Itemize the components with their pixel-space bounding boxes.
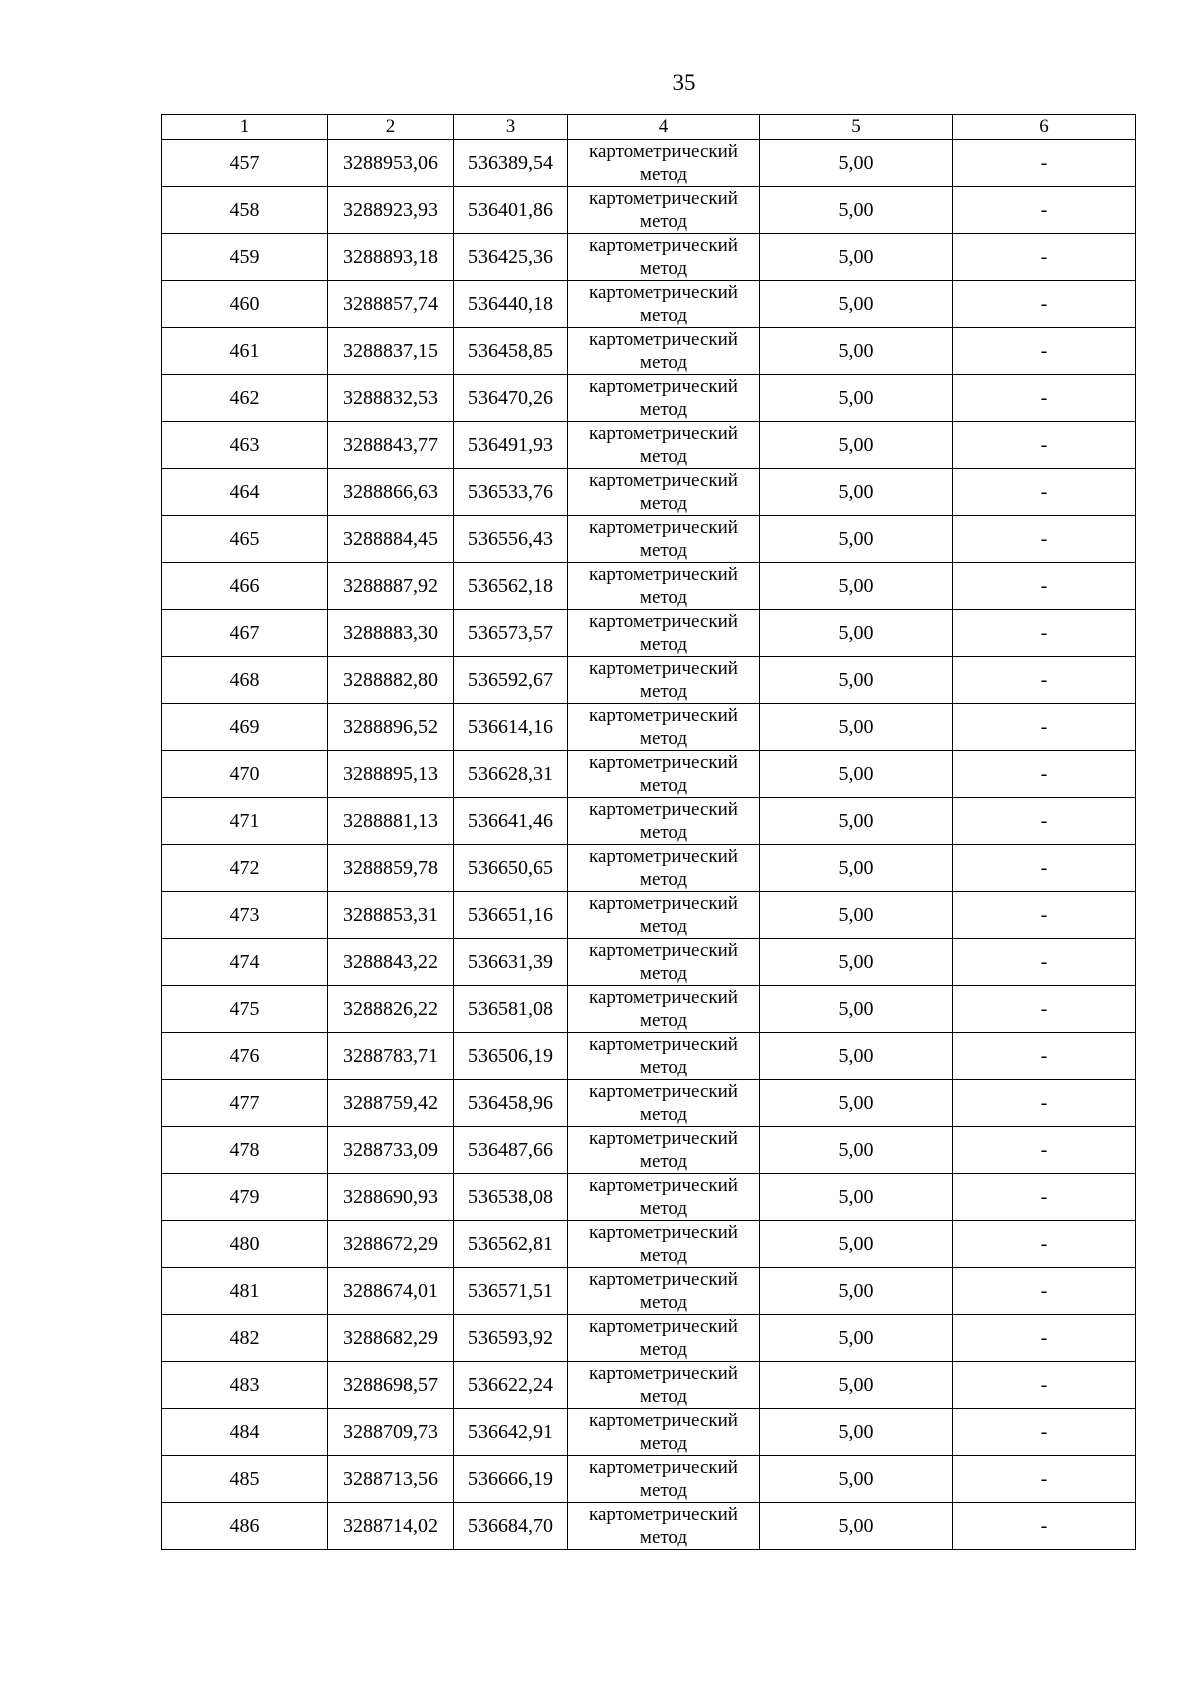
table-row bbox=[162, 516, 1136, 563]
method-cell: картометрический метод bbox=[568, 469, 760, 516]
note-cell: - bbox=[953, 610, 1136, 657]
method-cell: картометрический метод bbox=[568, 187, 760, 234]
table-row bbox=[162, 845, 1136, 892]
y-coordinate-cell: 536487,66 bbox=[454, 1127, 568, 1174]
note-cell: - bbox=[953, 1362, 1136, 1409]
note-cell: - bbox=[953, 751, 1136, 798]
table-row bbox=[162, 140, 1136, 187]
x-coordinate-cell: 3288887,92 bbox=[328, 563, 454, 610]
table-row bbox=[162, 1268, 1136, 1315]
table-row bbox=[162, 986, 1136, 1033]
note-cell: - bbox=[953, 845, 1136, 892]
x-coordinate-cell: 3288690,93 bbox=[328, 1174, 454, 1221]
y-coordinate-cell: 536556,43 bbox=[454, 516, 568, 563]
table-row bbox=[162, 375, 1136, 422]
note-cell: - bbox=[953, 1409, 1136, 1456]
point-number-cell: 465 bbox=[162, 516, 328, 563]
table-row bbox=[162, 798, 1136, 845]
y-coordinate-cell: 536491,93 bbox=[454, 422, 568, 469]
accuracy-cell: 5,00 bbox=[760, 845, 953, 892]
point-number-cell: 472 bbox=[162, 845, 328, 892]
table-row bbox=[162, 751, 1136, 798]
note-cell: - bbox=[953, 657, 1136, 704]
method-cell: картометрический метод bbox=[568, 1456, 760, 1503]
note-cell: - bbox=[953, 1268, 1136, 1315]
x-coordinate-cell: 3288843,22 bbox=[328, 939, 454, 986]
y-coordinate-cell: 536592,67 bbox=[454, 657, 568, 704]
y-coordinate-cell: 536581,08 bbox=[454, 986, 568, 1033]
method-cell: картометрический метод bbox=[568, 751, 760, 798]
point-number-cell: 460 bbox=[162, 281, 328, 328]
method-cell: картометрический метод bbox=[568, 422, 760, 469]
point-number-cell: 486 bbox=[162, 1503, 328, 1550]
y-coordinate-cell: 536650,65 bbox=[454, 845, 568, 892]
method-cell: картометрический метод bbox=[568, 328, 760, 375]
x-coordinate-cell: 3288881,13 bbox=[328, 798, 454, 845]
note-cell: - bbox=[953, 892, 1136, 939]
note-cell: - bbox=[953, 469, 1136, 516]
note-cell: - bbox=[953, 986, 1136, 1033]
note-cell: - bbox=[953, 375, 1136, 422]
table-row bbox=[162, 1409, 1136, 1456]
accuracy-cell: 5,00 bbox=[760, 281, 953, 328]
y-coordinate-cell: 536573,57 bbox=[454, 610, 568, 657]
point-number-cell: 477 bbox=[162, 1080, 328, 1127]
table-row bbox=[162, 892, 1136, 939]
y-coordinate-cell: 536401,86 bbox=[454, 187, 568, 234]
accuracy-cell: 5,00 bbox=[760, 610, 953, 657]
x-coordinate-cell: 3288884,45 bbox=[328, 516, 454, 563]
note-cell: - bbox=[953, 704, 1136, 751]
accuracy-cell: 5,00 bbox=[760, 422, 953, 469]
table-row bbox=[162, 1221, 1136, 1268]
method-cell: картометрический метод bbox=[568, 563, 760, 610]
table-row bbox=[162, 1080, 1136, 1127]
y-coordinate-cell: 536533,76 bbox=[454, 469, 568, 516]
note-cell: - bbox=[953, 328, 1136, 375]
accuracy-cell: 5,00 bbox=[760, 234, 953, 281]
table-row bbox=[162, 1174, 1136, 1221]
accuracy-cell: 5,00 bbox=[760, 892, 953, 939]
point-number-cell: 468 bbox=[162, 657, 328, 704]
x-coordinate-cell: 3288783,71 bbox=[328, 1033, 454, 1080]
x-coordinate-cell: 3288893,18 bbox=[328, 234, 454, 281]
method-cell: картометрический метод bbox=[568, 1221, 760, 1268]
method-cell: картометрический метод bbox=[568, 234, 760, 281]
table-row bbox=[162, 187, 1136, 234]
note-cell: - bbox=[953, 422, 1136, 469]
table-row bbox=[162, 234, 1136, 281]
table-row bbox=[162, 1315, 1136, 1362]
y-coordinate-cell: 536628,31 bbox=[454, 751, 568, 798]
note-cell: - bbox=[953, 234, 1136, 281]
x-coordinate-cell: 3288843,77 bbox=[328, 422, 454, 469]
y-coordinate-cell: 536651,16 bbox=[454, 892, 568, 939]
point-number-cell: 462 bbox=[162, 375, 328, 422]
page-number: 35 bbox=[672, 70, 696, 95]
accuracy-cell: 5,00 bbox=[760, 1127, 953, 1174]
x-coordinate-cell: 3288698,57 bbox=[328, 1362, 454, 1409]
table-row bbox=[162, 469, 1136, 516]
y-coordinate-cell: 536641,46 bbox=[454, 798, 568, 845]
method-cell: картометрический метод bbox=[568, 986, 760, 1033]
method-cell: картометрический метод bbox=[568, 610, 760, 657]
note-cell: - bbox=[953, 187, 1136, 234]
point-number-cell: 483 bbox=[162, 1362, 328, 1409]
y-coordinate-cell: 536470,26 bbox=[454, 375, 568, 422]
note-cell: - bbox=[953, 1080, 1136, 1127]
point-number-cell: 484 bbox=[162, 1409, 328, 1456]
note-cell: - bbox=[953, 1503, 1136, 1550]
method-cell: картометрический метод bbox=[568, 845, 760, 892]
column-header: 2 bbox=[328, 115, 454, 140]
accuracy-cell: 5,00 bbox=[760, 140, 953, 187]
point-number-cell: 467 bbox=[162, 610, 328, 657]
method-cell: картометрический метод bbox=[568, 1315, 760, 1362]
table-row bbox=[162, 1127, 1136, 1174]
y-coordinate-cell: 536425,36 bbox=[454, 234, 568, 281]
note-cell: - bbox=[953, 1221, 1136, 1268]
y-coordinate-cell: 536440,18 bbox=[454, 281, 568, 328]
note-cell: - bbox=[953, 939, 1136, 986]
accuracy-cell: 5,00 bbox=[760, 939, 953, 986]
table-row bbox=[162, 422, 1136, 469]
y-coordinate-cell: 536562,18 bbox=[454, 563, 568, 610]
x-coordinate-cell: 3288883,30 bbox=[328, 610, 454, 657]
method-cell: картометрический метод bbox=[568, 1268, 760, 1315]
x-coordinate-cell: 3288682,29 bbox=[328, 1315, 454, 1362]
x-coordinate-cell: 3288866,63 bbox=[328, 469, 454, 516]
note-cell: - bbox=[953, 1315, 1136, 1362]
point-number-cell: 478 bbox=[162, 1127, 328, 1174]
x-coordinate-cell: 3288672,29 bbox=[328, 1221, 454, 1268]
y-coordinate-cell: 536614,16 bbox=[454, 704, 568, 751]
accuracy-cell: 5,00 bbox=[760, 1503, 953, 1550]
point-number-cell: 474 bbox=[162, 939, 328, 986]
table-row bbox=[162, 939, 1136, 986]
y-coordinate-cell: 536389,54 bbox=[454, 140, 568, 187]
accuracy-cell: 5,00 bbox=[760, 986, 953, 1033]
y-coordinate-cell: 536506,19 bbox=[454, 1033, 568, 1080]
accuracy-cell: 5,00 bbox=[760, 798, 953, 845]
method-cell: картометрический метод bbox=[568, 1409, 760, 1456]
y-coordinate-cell: 536684,70 bbox=[454, 1503, 568, 1550]
point-number-cell: 464 bbox=[162, 469, 328, 516]
x-coordinate-cell: 3288714,02 bbox=[328, 1503, 454, 1550]
point-number-cell: 485 bbox=[162, 1456, 328, 1503]
note-cell: - bbox=[953, 140, 1136, 187]
accuracy-cell: 5,00 bbox=[760, 751, 953, 798]
point-number-cell: 480 bbox=[162, 1221, 328, 1268]
accuracy-cell: 5,00 bbox=[760, 375, 953, 422]
point-number-cell: 457 bbox=[162, 140, 328, 187]
y-coordinate-cell: 536631,39 bbox=[454, 939, 568, 986]
accuracy-cell: 5,00 bbox=[760, 704, 953, 751]
point-number-cell: 473 bbox=[162, 892, 328, 939]
point-number-cell: 476 bbox=[162, 1033, 328, 1080]
y-coordinate-cell: 536642,91 bbox=[454, 1409, 568, 1456]
accuracy-cell: 5,00 bbox=[760, 657, 953, 704]
accuracy-cell: 5,00 bbox=[760, 1362, 953, 1409]
note-cell: - bbox=[953, 1174, 1136, 1221]
x-coordinate-cell: 3288882,80 bbox=[328, 657, 454, 704]
accuracy-cell: 5,00 bbox=[760, 1221, 953, 1268]
x-coordinate-cell: 3288832,53 bbox=[328, 375, 454, 422]
x-coordinate-cell: 3288853,31 bbox=[328, 892, 454, 939]
table-row bbox=[162, 1503, 1136, 1550]
note-cell: - bbox=[953, 1033, 1136, 1080]
point-number-cell: 459 bbox=[162, 234, 328, 281]
accuracy-cell: 5,00 bbox=[760, 328, 953, 375]
coordinates-table bbox=[161, 114, 1136, 1550]
method-cell: картометрический метод bbox=[568, 939, 760, 986]
accuracy-cell: 5,00 bbox=[760, 1268, 953, 1315]
y-coordinate-cell: 536458,96 bbox=[454, 1080, 568, 1127]
y-coordinate-cell: 536562,81 bbox=[454, 1221, 568, 1268]
x-coordinate-cell: 3288713,56 bbox=[328, 1456, 454, 1503]
y-coordinate-cell: 536458,85 bbox=[454, 328, 568, 375]
x-coordinate-cell: 3288895,13 bbox=[328, 751, 454, 798]
table-row bbox=[162, 281, 1136, 328]
point-number-cell: 470 bbox=[162, 751, 328, 798]
column-header: 6 bbox=[953, 115, 1136, 140]
column-header: 1 bbox=[162, 115, 328, 140]
point-number-cell: 471 bbox=[162, 798, 328, 845]
point-number-cell: 475 bbox=[162, 986, 328, 1033]
point-number-cell: 469 bbox=[162, 704, 328, 751]
point-number-cell: 458 bbox=[162, 187, 328, 234]
accuracy-cell: 5,00 bbox=[760, 1315, 953, 1362]
accuracy-cell: 5,00 bbox=[760, 187, 953, 234]
accuracy-cell: 5,00 bbox=[760, 1409, 953, 1456]
column-header: 5 bbox=[760, 115, 953, 140]
note-cell: - bbox=[953, 798, 1136, 845]
column-header: 3 bbox=[454, 115, 568, 140]
point-number-cell: 479 bbox=[162, 1174, 328, 1221]
method-cell: картометрический метод bbox=[568, 1127, 760, 1174]
table-row bbox=[162, 1033, 1136, 1080]
y-coordinate-cell: 536666,19 bbox=[454, 1456, 568, 1503]
accuracy-cell: 5,00 bbox=[760, 563, 953, 610]
table-row bbox=[162, 563, 1136, 610]
x-coordinate-cell: 3288837,15 bbox=[328, 328, 454, 375]
point-number-cell: 482 bbox=[162, 1315, 328, 1362]
note-cell: - bbox=[953, 1456, 1136, 1503]
method-cell: картометрический метод bbox=[568, 375, 760, 422]
accuracy-cell: 5,00 bbox=[760, 1033, 953, 1080]
method-cell: картометрический метод bbox=[568, 1503, 760, 1550]
table-row bbox=[162, 657, 1136, 704]
accuracy-cell: 5,00 bbox=[760, 1456, 953, 1503]
x-coordinate-cell: 3288896,52 bbox=[328, 704, 454, 751]
y-coordinate-cell: 536571,51 bbox=[454, 1268, 568, 1315]
point-number-cell: 466 bbox=[162, 563, 328, 610]
x-coordinate-cell: 3288759,42 bbox=[328, 1080, 454, 1127]
accuracy-cell: 5,00 bbox=[760, 1174, 953, 1221]
accuracy-cell: 5,00 bbox=[760, 469, 953, 516]
method-cell: картометрический метод bbox=[568, 704, 760, 751]
note-cell: - bbox=[953, 281, 1136, 328]
y-coordinate-cell: 536538,08 bbox=[454, 1174, 568, 1221]
note-cell: - bbox=[953, 516, 1136, 563]
x-coordinate-cell: 3288859,78 bbox=[328, 845, 454, 892]
point-number-cell: 463 bbox=[162, 422, 328, 469]
method-cell: картометрический метод bbox=[568, 1080, 760, 1127]
x-coordinate-cell: 3288857,74 bbox=[328, 281, 454, 328]
method-cell: картометрический метод bbox=[568, 1174, 760, 1221]
column-header: 4 bbox=[568, 115, 760, 140]
table-row bbox=[162, 704, 1136, 751]
method-cell: картометрический метод bbox=[568, 516, 760, 563]
x-coordinate-cell: 3288953,06 bbox=[328, 140, 454, 187]
table-header-row bbox=[162, 115, 1136, 140]
method-cell: картометрический метод bbox=[568, 657, 760, 704]
table-body bbox=[162, 140, 1136, 1550]
table-row bbox=[162, 610, 1136, 657]
note-cell: - bbox=[953, 1127, 1136, 1174]
y-coordinate-cell: 536622,24 bbox=[454, 1362, 568, 1409]
accuracy-cell: 5,00 bbox=[760, 516, 953, 563]
x-coordinate-cell: 3288674,01 bbox=[328, 1268, 454, 1315]
method-cell: картометрический метод bbox=[568, 1033, 760, 1080]
x-coordinate-cell: 3288923,93 bbox=[328, 187, 454, 234]
note-cell: - bbox=[953, 563, 1136, 610]
method-cell: картометрический метод bbox=[568, 798, 760, 845]
point-number-cell: 481 bbox=[162, 1268, 328, 1315]
method-cell: картометрический метод bbox=[568, 140, 760, 187]
x-coordinate-cell: 3288733,09 bbox=[328, 1127, 454, 1174]
method-cell: картометрический метод bbox=[568, 892, 760, 939]
y-coordinate-cell: 536593,92 bbox=[454, 1315, 568, 1362]
method-cell: картометрический метод bbox=[568, 281, 760, 328]
method-cell: картометрический метод bbox=[568, 1362, 760, 1409]
x-coordinate-cell: 3288709,73 bbox=[328, 1409, 454, 1456]
accuracy-cell: 5,00 bbox=[760, 1080, 953, 1127]
point-number-cell: 461 bbox=[162, 328, 328, 375]
table-row bbox=[162, 1456, 1136, 1503]
x-coordinate-cell: 3288826,22 bbox=[328, 986, 454, 1033]
table-row bbox=[162, 1362, 1136, 1409]
table-row bbox=[162, 328, 1136, 375]
